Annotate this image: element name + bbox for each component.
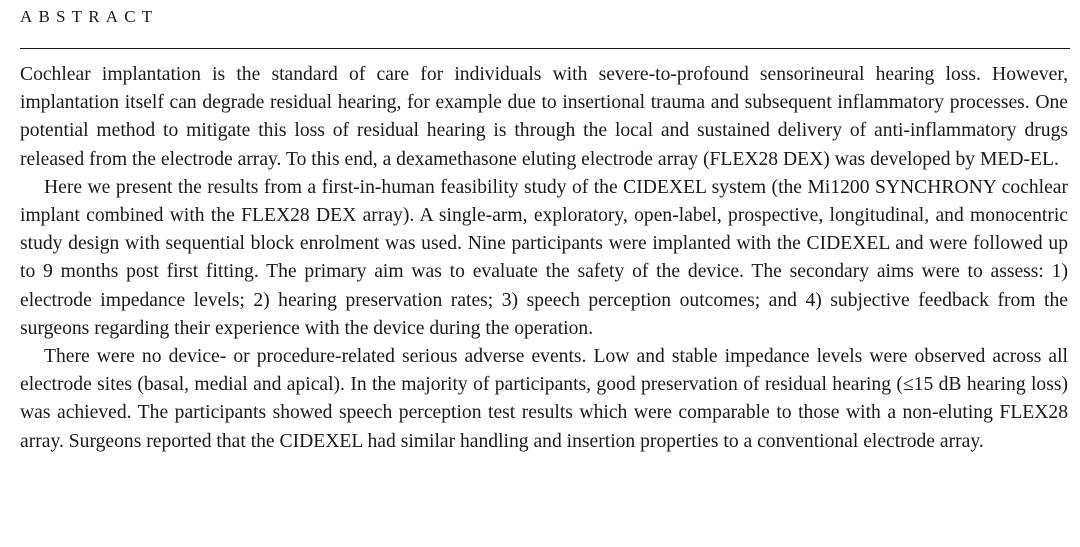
abstract-paragraph-3: There were no device- or procedure-related serious adverse events. Low and stable impedance levels were observed across all electrode sites (basal, medial and apical). In the majority of participants, good preservation of residual hearing (≤15 dB hearing loss) was achieved. The participants showed speech perception test results which were comparable to those with a non-eluting FLEX28 array. Surgeons reported that the CIDEXEL had similar handling and insertion properties to a conventional electrode array. [20, 346, 1068, 452]
abstract-body [20, 61, 1068, 456]
abstract-paragraph-2: Here we present the results from a first-in-human feasibility study of the CIDEXEL system (the Mi1200 SYNCHRONY cochlear implant combined with the FLEX28 DEX array). A single-arm, exploratory, open-label, prospective, longitudinal, and monocentric study design with sequential block enrolment was used. Nine participants were implanted with the CIDEXEL and were followed up to 9 months post first fitting. The primary aim was to evaluate the safety of the device. The secondary aims were to assess: 1) electrode impedance levels; 2) hearing preservation rates; 3) speech perception outcomes; and 4) subjective feedback from the surgeons regarding their experience with the device during the operation. [20, 176, 1068, 339]
section-divider [20, 48, 1070, 49]
section-heading: ABSTRACT [20, 7, 159, 26]
abstract-paragraph-1: Cochlear implantation is the standard of care for individuals with severe-to-profound sensorineural hearing loss. However, implantation itself can degrade residual hearing, for example due to insertional trauma and subsequent inflammatory processes. One potential method to mitigate this loss of residual hearing is through the local and sustained delivery of anti-inflammatory drugs released from the electrode array. To this end, a dexamethasone eluting electrode array (FLEX28 DEX) was developed by MED-EL. [20, 64, 1068, 170]
